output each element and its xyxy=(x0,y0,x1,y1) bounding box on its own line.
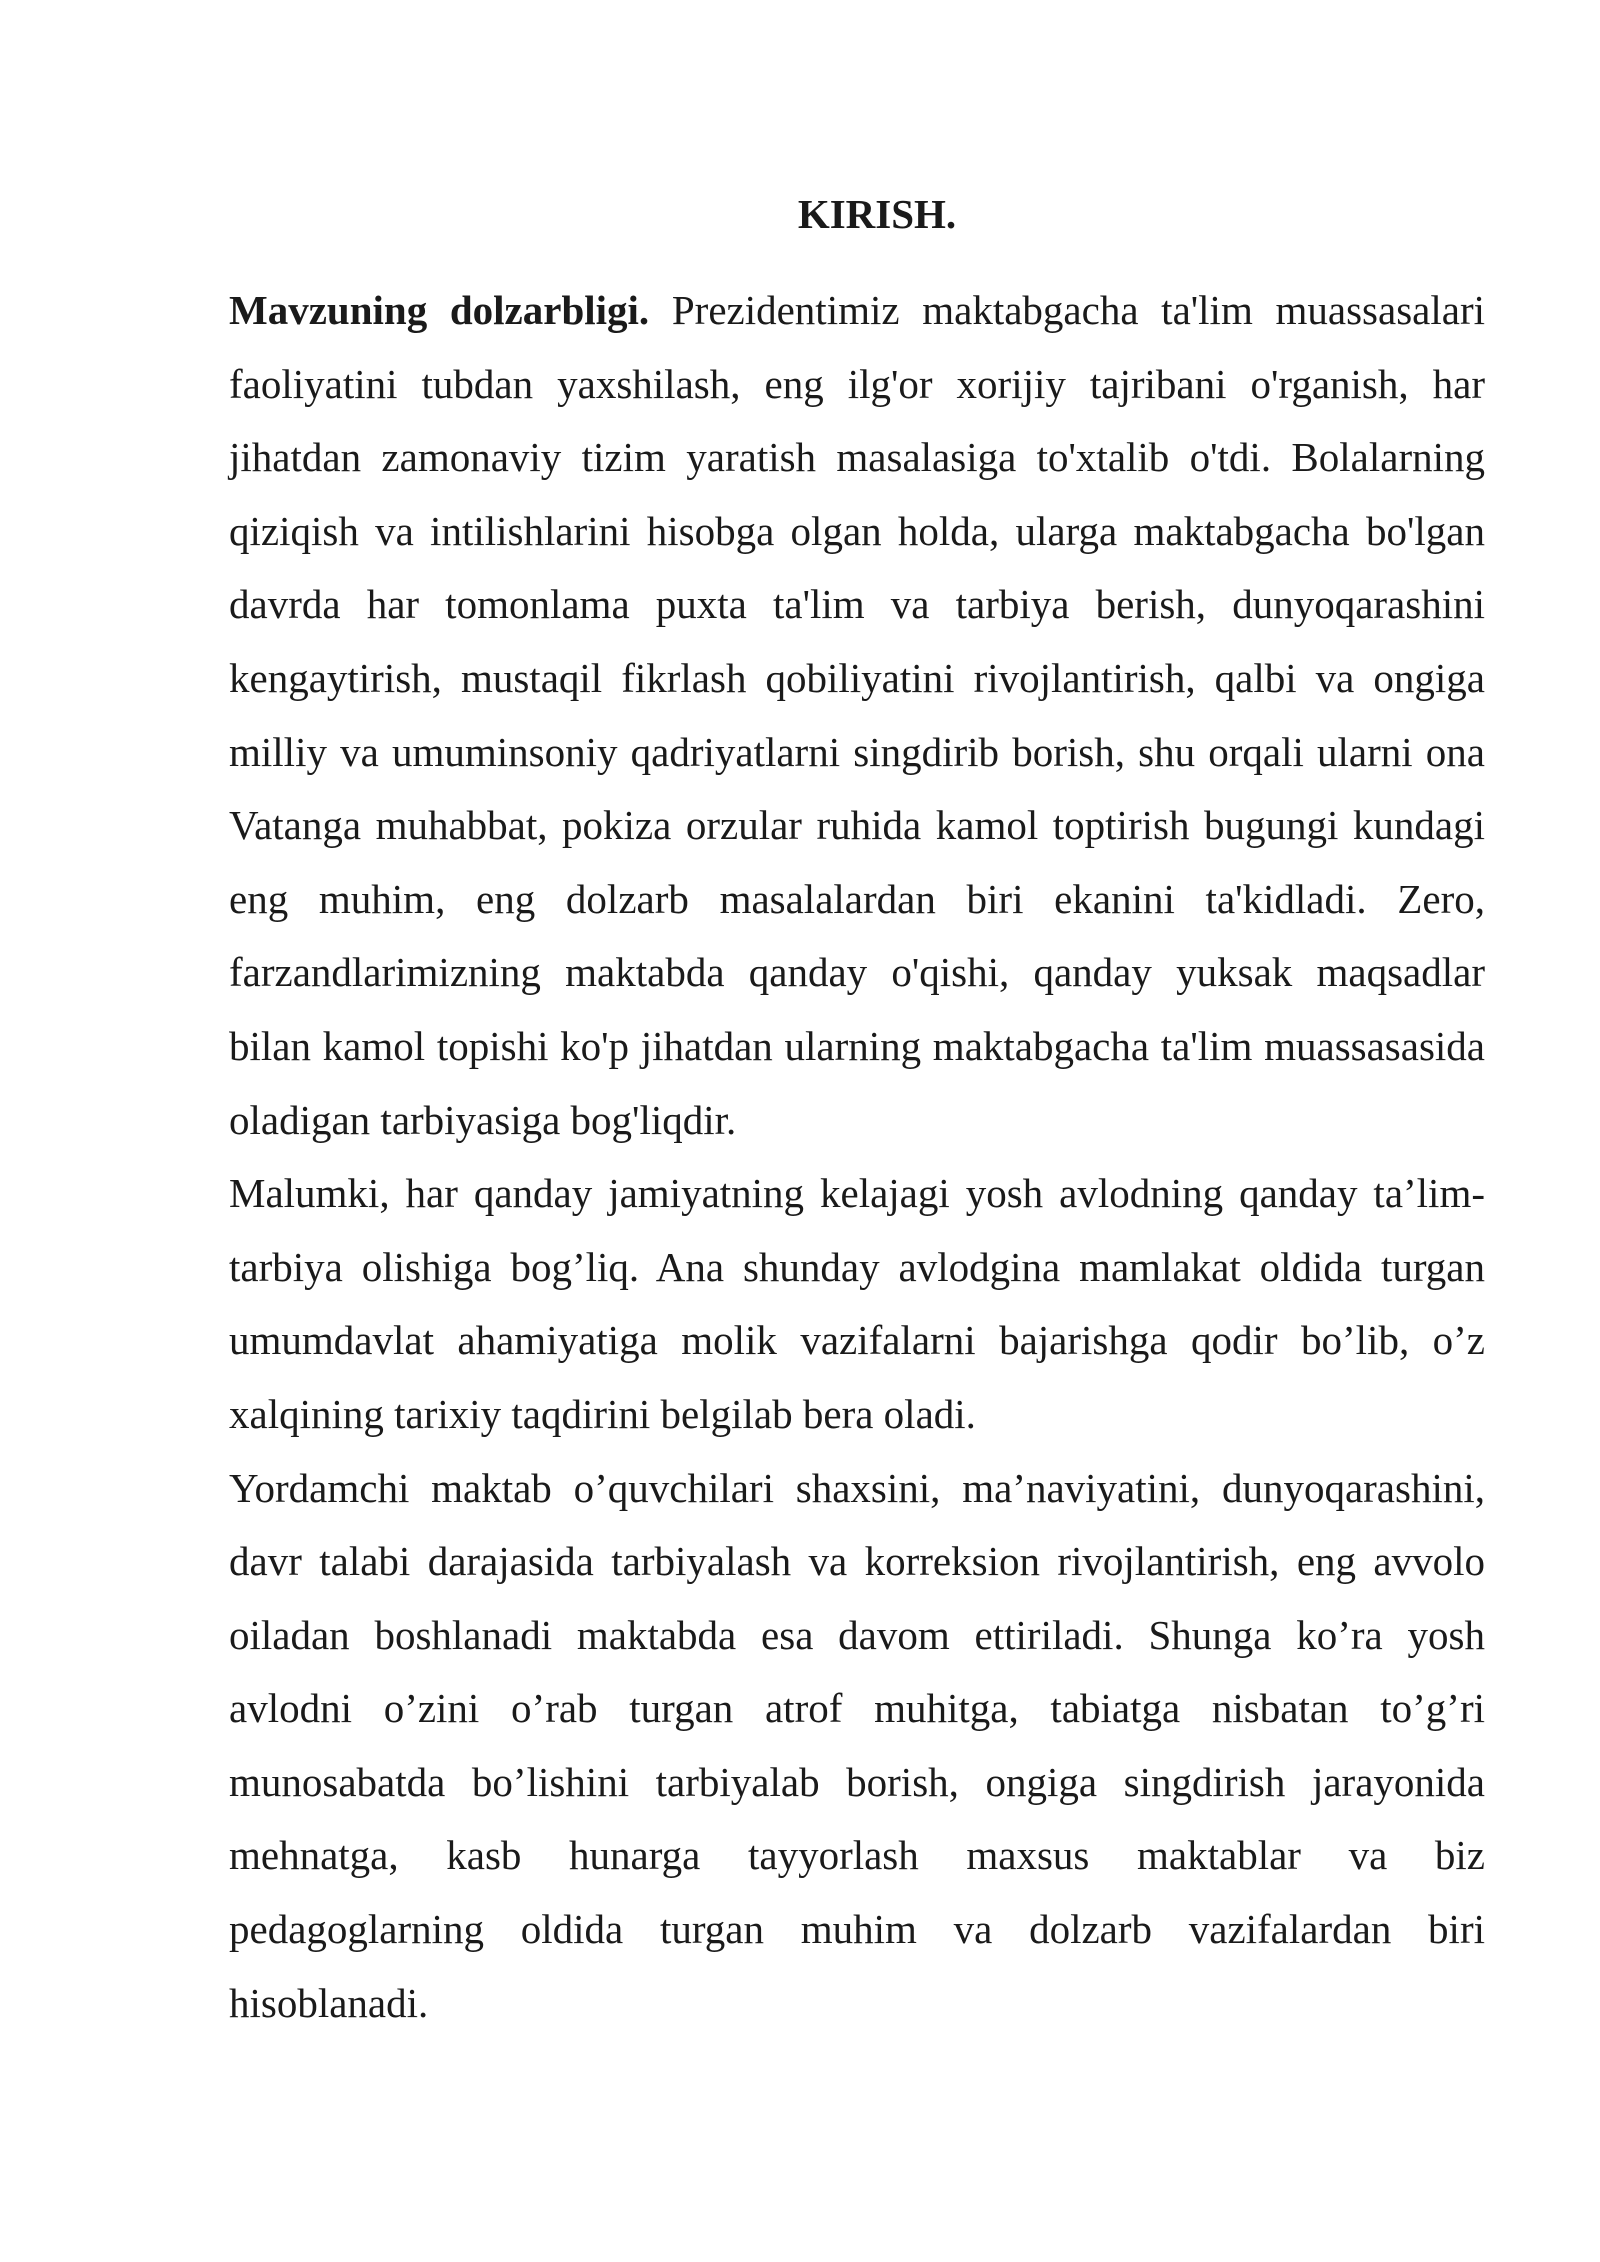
paragraph-text: Prezidentimiz maktabgacha ta'lim muassasalari faoliyatini tubdan yaxshilash, eng ilg'or xorijiy tajribani o'rganish, har jihatdan zamonaviy tizim yaratish masalasiga to'xtalib o'tdi. Bolalarning qiziqish va intilishlarini hisobga olgan holda, ularga maktabgacha bo'lgan davrda har tomonlama puxta ta'lim va tarbiya berish, dunyoqarashini kengaytirish, mustaqil fikrlash qobiliyatini rivojlantirish, qalbi va ongiga milliy va umuminsoniy qadriyatlarni singdirib borish, shu orqali ularni ona Vatanga muhabbat, pokiza orzular ruhida kamol toptirish bugungi kundagi eng muhim, eng dolzarb masalalardan biri ekanini ta'kidladi. Zero, farzandlarimizning maktabda qanday o'qishi, qanday yuksak maqsadlar bilan kamol topishi ko'p jihatdan ularning maktabgacha ta'lim muassasasida oladigan tarbiyasiga bog'liqdir. xyxy=(229,287,1485,1143)
paragraph-special-school: Yordamchi maktab o’quvchilari shaxsini, ma’naviyatini, dunyoqarashini, davr talabi darajasida tarbiyalash va korreksion rivojlantirish, eng avvolo oiladan boshlanadi maktabda esa davom ettiriladi. Shunga ko’ra yosh avlodni o’zini o’rab turgan atrof muhitga, tabiatga nisbatan to’g’ri munosabatda bo’lishini tarbiyalab borish, ongiga singdirish jarayonida mehnatga, kasb hunarga tayyorlash maxsus maktablar va biz pedagoglarning oldida turgan muhim va dolzarb vazifalardan biri hisoblanadi. xyxy=(229,1464,1485,2026)
page-title: KIRISH. xyxy=(797,191,957,237)
paragraph-relevance xyxy=(229,274,1485,1157)
paragraph-lead: Mavzuning dolzarbligi. xyxy=(229,287,650,333)
paragraph-society: Malumki, har qanday jamiyatning kelajagi yosh avlodning qanday ta’lim-tarbiya olishiga bog’liq. Ana shunday avlodgina mamlakat oldida turgan umumdavlat ahamiyatiga molik vazifalarni bajarishga qodir bo’lib, o’z xalqining tarixiy taqdirini belgilab bera oladi. xyxy=(229,1170,1485,1437)
page-content xyxy=(229,184,1485,2040)
